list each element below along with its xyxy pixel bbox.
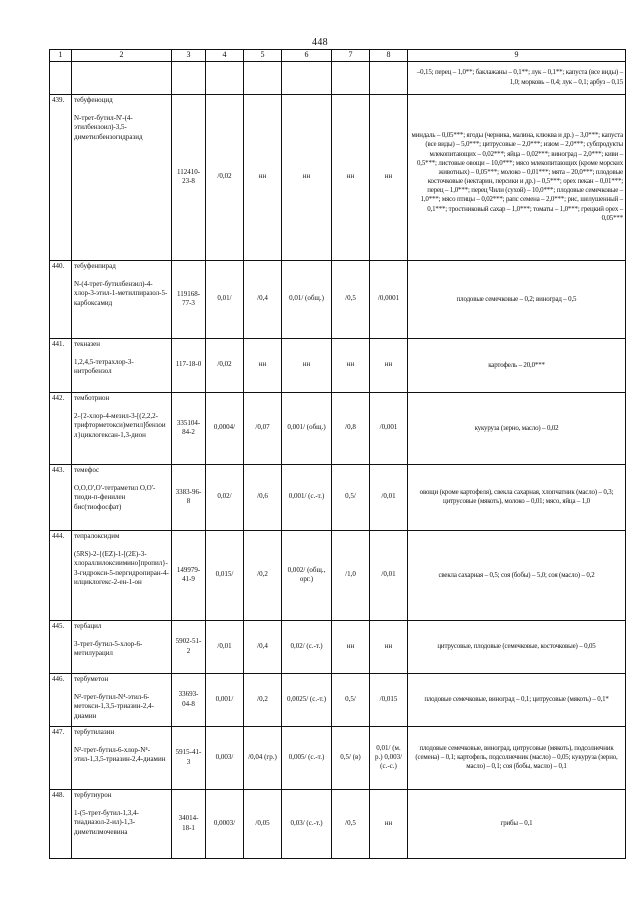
col7-value: нн <box>332 338 370 392</box>
row-number: 439. <box>50 94 72 260</box>
row-number: 442. <box>50 392 72 464</box>
col5-value: нн <box>244 338 282 392</box>
substance-cell <box>72 530 172 620</box>
header-cell: 8 <box>370 50 408 62</box>
table-row <box>50 464 626 530</box>
substance-name: тебуфеноцид <box>74 95 113 104</box>
col4-value: 0,015/ <box>206 530 244 620</box>
header-cell: 5 <box>244 50 282 62</box>
col8-value: /0,01 <box>370 464 408 530</box>
col4-value: 0,01/ <box>206 260 244 338</box>
substance-cell <box>72 260 172 338</box>
col7-value: /1,0 <box>332 530 370 620</box>
col6-value: 0,03/ (с.-т.) <box>282 789 332 858</box>
col5-value: /0,4 <box>244 620 282 673</box>
chemical-name: N²-трет-бутил-6-хлор-N⁴-этил-1,3,5-триазин-2,4-диамин <box>74 745 166 764</box>
uses-cell: овощи (кроме картофеля), свекла сахарная, хлопчатник (масло) – 0,3; цитрусовые (мякоть), молоко – 0,01; мясо, яйца – 1,0 <box>408 464 626 530</box>
cas-number: 117-18-0 <box>172 338 206 392</box>
table-row <box>50 673 626 726</box>
cas-number: 5915-41-3 <box>172 726 206 789</box>
uses-cell: грибы – 0,1 <box>408 789 626 858</box>
table-row <box>50 260 626 338</box>
substance-cell <box>72 726 172 789</box>
col6-value: 0,002/ (общ., орг.) <box>282 530 332 620</box>
uses-cell: плодовые семечковые, виноград – 0,1; цитрусовые (мякоть) – 0,1* <box>408 673 626 726</box>
substance-name: тебуфенпирад <box>74 261 116 270</box>
table-row <box>50 620 626 673</box>
continuation-row <box>50 61 626 94</box>
col8-value: /0,015 <box>370 673 408 726</box>
row-number: 441. <box>50 338 72 392</box>
col6-value: 0,02/ (с.-т.) <box>282 620 332 673</box>
col4-value: 0,0004/ <box>206 392 244 464</box>
substance-cell <box>72 94 172 260</box>
substance-name: тербуметон <box>74 674 109 683</box>
header-cell: 2 <box>72 50 172 62</box>
col6-value: 0,005/ (с.-т.) <box>282 726 332 789</box>
col5-value: /0,2 <box>244 673 282 726</box>
header-cell: 9 <box>408 50 626 62</box>
cas-number: 5902-51-2 <box>172 620 206 673</box>
col4-value: /0,02 <box>206 338 244 392</box>
table-row <box>50 94 626 260</box>
header-cell: 6 <box>282 50 332 62</box>
table-row <box>50 338 626 392</box>
chemical-name: N-(4-трет-бутилбензил)-4-хлор-3-этил-1-метилпиразол-5-карбоксамид <box>74 279 168 307</box>
uses-cell: плодовые семечковые – 0,2; виноград – 0,5 <box>408 260 626 338</box>
col5-value: /0,4 <box>244 260 282 338</box>
col7-value: 0,5/ <box>332 673 370 726</box>
uses-cell: свекла сахарная – 0,5; соя (бобы) – 5,0; соя (масло) – 0,2 <box>408 530 626 620</box>
cas-number: 149979-41-9 <box>172 530 206 620</box>
pesticide-table <box>49 49 626 859</box>
col7-value: /0,5 <box>332 260 370 338</box>
col7-value: нн <box>332 94 370 260</box>
col8-value: нн <box>370 789 408 858</box>
col5-value: /0,05 <box>244 789 282 858</box>
col4-value: /0,02 <box>206 94 244 260</box>
substance-name: тербацил <box>74 621 102 630</box>
uses-cell: –0,15; перец – 1,0**; баклажаны – 0,1**; лук – 0,1**; капуста (все виды) – 1,0; морковь – 0,4; лук – 0,1; арбуз – 0,15 <box>408 61 626 94</box>
header-cell: 1 <box>50 50 72 62</box>
col7-value: 0,5/ (в) <box>332 726 370 789</box>
col5-value: /0,04 (гр.) <box>244 726 282 789</box>
table-row <box>50 726 626 789</box>
cas-number: 34014-18-1 <box>172 789 206 858</box>
chemical-name: 2-{2-хлор-4-мезил-3-[(2,2,2-трифторметокси)метил]бензоил}циклогексан-1,3-дион <box>74 411 166 439</box>
uses-cell: миндаль – 0,05***; ягоды (черника, малина, клюква и др.) – 3,0***; капуста (все виды) – 5,0***; цитрусовые – 2,0***; изюм – 2,0***; субпродукты млекопитающих – 0,02***; яйца – 0,02***; виноград – 2,0***; киви – 0,5***; листовые овощи – 10,0***; мясо млекопитающих (кроме морских животных) – 0,05***; молоко – 0,01***; мята – 20,0***; плодовые косточковые (нектарин, персики и др.) – 0,5***; орех пекан – 0,01***; перец – 1,0***; перец Чили (сухой) – 10,0***; плодовые семечковые – 1,0***; мясо птицы – 0,02***; рапс семена – 2,0***; рис, шелушенный – 0,1***; тростниковый сахар – 1,0***; томаты – 1,0***; грецкий орех – 0,05*** <box>408 94 626 260</box>
col8-value: /0,01 <box>370 530 408 620</box>
col5-value: /0,6 <box>244 464 282 530</box>
uses-cell: цитрусовые, плодовые (семечковые, косточковые) – 0,05 <box>408 620 626 673</box>
col7-value: /0,8 <box>332 392 370 464</box>
table-row <box>50 392 626 464</box>
col8-value: нн <box>370 338 408 392</box>
col6-value: 0,01/ (общ.) <box>282 260 332 338</box>
col4-value: 0,02/ <box>206 464 244 530</box>
table-row <box>50 530 626 620</box>
col4-value: 0,001/ <box>206 673 244 726</box>
cas-number: 33693-04-8 <box>172 673 206 726</box>
substance-name: текназен <box>74 339 101 348</box>
uses-cell: картофель – 20,0*** <box>408 338 626 392</box>
header-cell: 7 <box>332 50 370 62</box>
substance-name: тербутилазин <box>74 727 115 736</box>
header-cell: 3 <box>172 50 206 62</box>
uses-cell: кукуруза (зерно, масло) – 0,02 <box>408 392 626 464</box>
chemical-name: N-трет-бутил-N'-(4-этилбензоил)-3,5-диметилбензогидразид <box>74 113 143 141</box>
cas-number: 119168-77-3 <box>172 260 206 338</box>
col4-value: /0,01 <box>206 620 244 673</box>
col6-value: нн <box>282 94 332 260</box>
substance-cell <box>72 392 172 464</box>
cas-number: 335104-84-2 <box>172 392 206 464</box>
substance-name: тепралоксидим <box>74 531 120 540</box>
col8-value: нн <box>370 620 408 673</box>
chemical-name: O,O,O',O'-тетраметил O,O'-тиоди-п-фенилен бис(тиофосфат) <box>74 483 156 511</box>
col6-value: нн <box>282 338 332 392</box>
row-number: 447. <box>50 726 72 789</box>
substance-cell <box>72 673 172 726</box>
col6-value: 0,0025/ (с.-т.) <box>282 673 332 726</box>
chemical-name: (5RS)-2-{(EZ)-1-[(2E)-3-хлораллилоксиимино]пропил}-3-гидрокси-5-пергидропиран-4-илциклогекс-2-ен-1-он <box>74 549 169 586</box>
col8-value: нн <box>370 94 408 260</box>
col7-value: /0,5 <box>332 789 370 858</box>
substance-cell <box>72 338 172 392</box>
row-number: 440. <box>50 260 72 338</box>
col5-value: /0,2 <box>244 530 282 620</box>
col6-value: 0,001/ (общ.) <box>282 392 332 464</box>
col6-value: 0,001/ (с.-т.) <box>282 464 332 530</box>
substance-cell <box>72 464 172 530</box>
substance-cell <box>72 620 172 673</box>
substance-name: тербутиурон <box>74 790 112 799</box>
uses-cell: плодовые семечковые, виноград, цитрусовые (мякоть), подсолнечник (семена) – 0,1; картофель, подсолнечник (масло) – 0,05; кукуруза (зерно, масло) – 0,1; соя (бобы, масло) – 0,1 <box>408 726 626 789</box>
col8-value: /0,001 <box>370 392 408 464</box>
col8-value: 0,01/ (м. р.) 0,003/ (с.-с.) <box>370 726 408 789</box>
header-cell: 4 <box>206 50 244 62</box>
col5-value: нн <box>244 94 282 260</box>
page-number: 448 <box>312 37 328 48</box>
cas-number: 3383-96-8 <box>172 464 206 530</box>
col4-value: 0,0003/ <box>206 789 244 858</box>
substance-cell <box>72 789 172 858</box>
row-number: 445. <box>50 620 72 673</box>
col7-value: 0,5/ <box>332 464 370 530</box>
cas-number: 112410-23-8 <box>172 94 206 260</box>
col7-value: нн <box>332 620 370 673</box>
col8-value: /0,0001 <box>370 260 408 338</box>
row-number: 444. <box>50 530 72 620</box>
col5-value: /0,07 <box>244 392 282 464</box>
substance-name: темефос <box>74 465 100 474</box>
chemical-name: 3-трет-бутил-5-хлор-6-метилурацил <box>74 639 143 658</box>
chemical-name: N²-трет-бутил-N⁴-этил-6-метокси-1,3,5-триазин-2,4-диамин <box>74 692 154 720</box>
substance-name: темботрион <box>74 393 110 402</box>
col4-value: 0,003/ <box>206 726 244 789</box>
chemical-name: 1-(5-трет-бутил-1,3,4-тиадиазол-2-ил)-1,3-диметилмочевина <box>74 808 139 836</box>
header-row <box>50 50 626 62</box>
row-number: 443. <box>50 464 72 530</box>
row-number: 446. <box>50 673 72 726</box>
chemical-name: 1,2,4,5-тетрахлор-3-нитробензол <box>74 357 134 376</box>
table-row <box>50 789 626 858</box>
row-number: 448. <box>50 789 72 858</box>
